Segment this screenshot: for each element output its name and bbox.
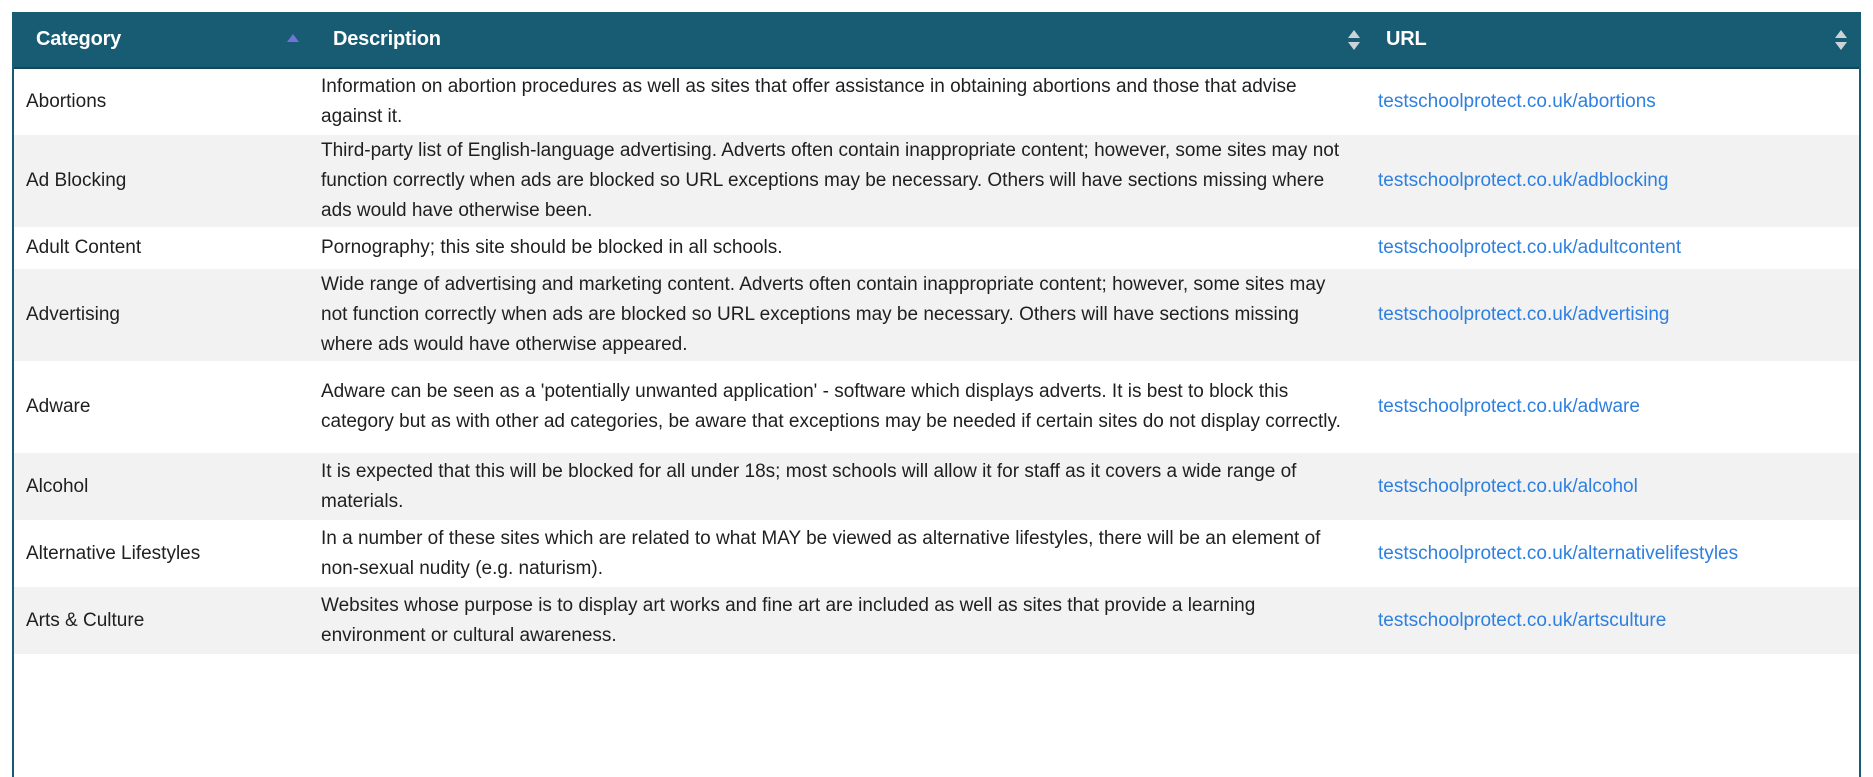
url-link[interactable]: testschoolprotect.co.uk/artsculture <box>1378 609 1667 631</box>
url-cell <box>1372 587 1859 654</box>
category-cell: Alcohol <box>26 475 89 497</box>
category-cell: Ad Blocking <box>26 170 127 191</box>
url-cell <box>1372 68 1859 135</box>
description-cell: Adware can be seen as a 'potentially unwanted application' - software which displays adverts. It is best to block this category but as with other ad categories, be aware that exceptions may be needed if certain sites do not display correctly. <box>321 381 1341 432</box>
table-row <box>14 453 1859 520</box>
url-link[interactable]: testschoolprotect.co.uk/adblocking <box>1378 170 1669 191</box>
description-cell: Pornography; this site should be blocked in all schools. <box>321 237 783 258</box>
column-header-url-label: URL <box>1386 28 1427 50</box>
url-link[interactable]: testschoolprotect.co.uk/alternativelifestyles <box>1378 542 1739 564</box>
table-row <box>14 227 1859 269</box>
url-link[interactable]: testschoolprotect.co.uk/adultcontent <box>1378 237 1682 258</box>
description-cell: Websites whose purpose is to display art works and fine art are included as well as sites that provide a learning environment or cultural awareness. <box>321 594 1256 646</box>
sort-both-icon[interactable] <box>1348 29 1360 51</box>
column-header-category[interactable] <box>14 12 311 68</box>
description-cell: Information on abortion procedures as well as sites that offer assistance in obtaining abortions and those that advise against it. <box>321 76 1297 127</box>
table-row <box>14 135 1859 227</box>
url-cell <box>1372 520 1859 587</box>
url-cell <box>1372 361 1859 453</box>
table-header <box>14 12 1859 68</box>
table-row <box>14 587 1859 654</box>
description-cell: Wide range of advertising and marketing content. Adverts often contain inappropriate content; however, some sites may not function correctly when ads are blocked so URL exceptions may be necessary. Others will have sections missing where ads would have otherwise appeared. <box>321 274 1326 355</box>
category-table <box>14 12 1859 654</box>
url-cell <box>1372 453 1859 520</box>
category-cell: Abortions <box>26 91 107 112</box>
description-cell: In a number of these sites which are related to what MAY be viewed as alternative lifestyles, there will be an element of non-sexual nudity (e.g. naturism). <box>321 527 1321 579</box>
column-header-url[interactable] <box>1372 12 1859 68</box>
sort-both-icon[interactable] <box>1835 29 1847 51</box>
url-cell <box>1372 227 1859 269</box>
url-link[interactable]: testschoolprotect.co.uk/alcohol <box>1378 475 1638 497</box>
category-cell: Advertising <box>26 304 120 325</box>
category-cell: Adware <box>26 396 91 417</box>
table-header-row <box>14 12 1859 68</box>
table-row <box>14 269 1859 361</box>
category-cell: Alternative Lifestyles <box>26 542 201 564</box>
sort-ascending-icon[interactable] <box>287 29 299 51</box>
url-link[interactable]: testschoolprotect.co.uk/adware <box>1378 396 1640 417</box>
category-cell: Arts & Culture <box>26 609 145 631</box>
url-link[interactable]: testschoolprotect.co.uk/advertising <box>1378 304 1670 325</box>
table-row <box>14 68 1859 135</box>
url-cell <box>1372 135 1859 227</box>
table-body <box>14 68 1859 654</box>
column-header-description-label: Description <box>333 28 441 50</box>
column-header-category-label: Category <box>36 28 122 50</box>
url-link[interactable]: testschoolprotect.co.uk/abortions <box>1378 91 1656 112</box>
category-table-container <box>12 12 1861 777</box>
description-cell: Third-party list of English-language advertising. Adverts often contain inappropriate content; however, some sites may not function correctly when ads are blocked so URL exceptions may be necessary. Others will have sections missing where ads would have otherwise been. <box>321 140 1340 221</box>
column-header-description[interactable] <box>311 12 1372 68</box>
description-cell: It is expected that this will be blocked for all under 18s; most schools will allow it for staff as it covers a wide range of materials. <box>321 460 1297 512</box>
category-cell: Adult Content <box>26 237 142 258</box>
table-row <box>14 520 1859 587</box>
table-row <box>14 361 1859 453</box>
url-cell <box>1372 269 1859 361</box>
